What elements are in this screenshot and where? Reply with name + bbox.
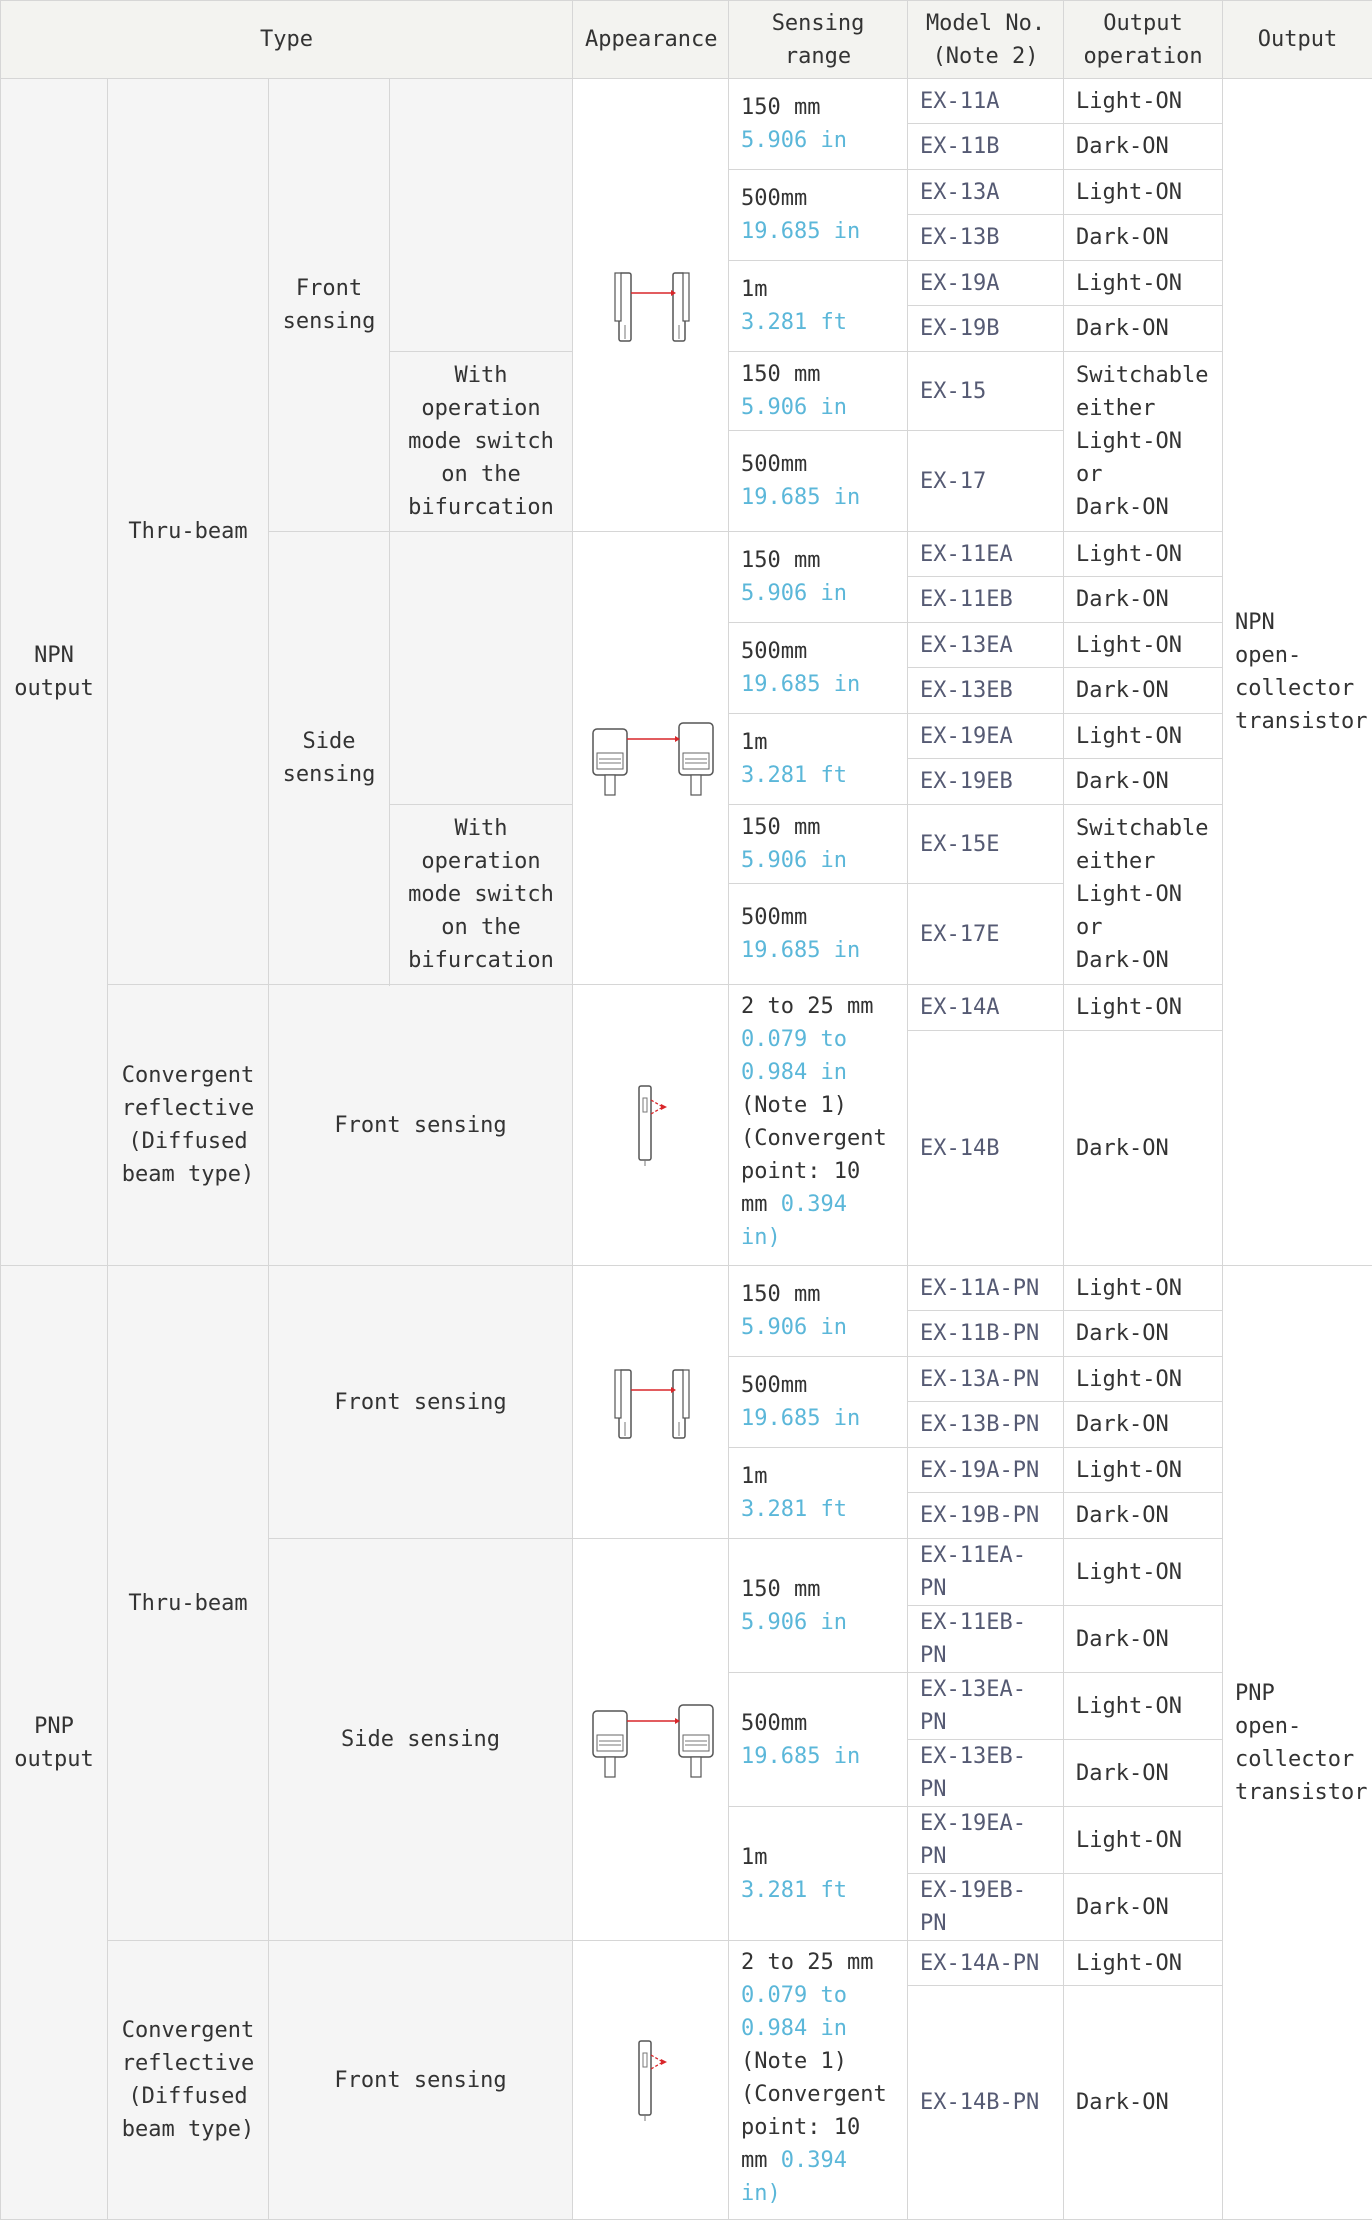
- operation-cell: Light-ON: [1064, 170, 1223, 215]
- operation-cell: Dark-ON: [1064, 1606, 1223, 1673]
- npn-convergent-front-sensing: Front sensing: [269, 985, 573, 1266]
- empty-subtype-cell: [390, 79, 573, 352]
- model-cell: EX-11EA-PN: [908, 1539, 1064, 1606]
- pnp-side-sensing-label: Side sensing: [269, 1539, 573, 1941]
- range-cell: 150 mm 5.906 in: [729, 805, 908, 884]
- model-cell: EX-13B-PN: [908, 1402, 1064, 1448]
- model-cell: EX-11EB-PN: [908, 1606, 1064, 1673]
- range-cell: 150 mm 5.906 in: [729, 1539, 908, 1673]
- model-cell: EX-19EB-PN: [908, 1874, 1064, 1941]
- switch-note-cell: With operation mode switch on the bifurcation: [390, 805, 573, 985]
- table-row: [1, 79, 1372, 124]
- operation-cell: Light-ON: [1064, 1941, 1223, 1986]
- model-cell: EX-11EA: [908, 532, 1064, 577]
- range-cell: 500mm 19.685 in: [729, 431, 908, 532]
- model-cell: EX-11A: [908, 79, 1064, 124]
- model-cell: EX-15E: [908, 805, 1064, 884]
- operation-cell: Dark-ON: [1064, 1402, 1223, 1448]
- operation-cell: Switchable either Light-ON or Dark-ON: [1064, 352, 1223, 532]
- operation-cell: Dark-ON: [1064, 1874, 1223, 1941]
- pnp-front-sensing-label: Front sensing: [269, 1266, 573, 1539]
- model-no-header: Model No. (Note 2): [908, 1, 1064, 79]
- range-cell: 150 mm 5.906 in: [729, 79, 908, 170]
- thru-beam-front-sensor-icon: [601, 1362, 701, 1442]
- model-cell: EX-13EA: [908, 623, 1064, 668]
- operation-cell: Dark-ON: [1064, 577, 1223, 623]
- operation-cell: Light-ON: [1064, 79, 1223, 124]
- range-cell: 500mm 19.685 in: [729, 884, 908, 985]
- model-cell: EX-19B-PN: [908, 1493, 1064, 1539]
- operation-cell: Light-ON: [1064, 1266, 1223, 1311]
- model-cell: EX-13EA-PN: [908, 1673, 1064, 1740]
- model-cell: EX-17: [908, 431, 1064, 532]
- range-cell: 150 mm 5.906 in: [729, 1266, 908, 1357]
- pnp-convergent-front-sensing: Front sensing: [269, 1941, 573, 2220]
- model-cell: EX-14A-PN: [908, 1941, 1064, 1986]
- range-cell: 1m 3.281 ft: [729, 1448, 908, 1539]
- thru-beam-side-appearance: [573, 532, 729, 985]
- operation-cell: Light-ON: [1064, 1807, 1223, 1874]
- operation-cell: Switchable either Light-ON or Dark-ON: [1064, 805, 1223, 985]
- model-cell: EX-13EB-PN: [908, 1740, 1064, 1807]
- pnp-output-type: PNP open- collector transistor: [1223, 1266, 1372, 2220]
- pnp-output-label: PNP output: [1, 1266, 108, 2220]
- operation-cell: Dark-ON: [1064, 306, 1223, 352]
- model-cell: EX-19A: [908, 261, 1064, 306]
- model-cell: EX-15: [908, 352, 1064, 431]
- model-cell: EX-19B: [908, 306, 1064, 352]
- thru-beam-front-appearance: [573, 79, 729, 532]
- model-cell: EX-11A-PN: [908, 1266, 1064, 1311]
- convergent-appearance: [573, 1941, 729, 2220]
- type-header: Type: [1, 1, 573, 79]
- range-cell: 1m 3.281 ft: [729, 714, 908, 805]
- model-cell: EX-14B-PN: [908, 1986, 1064, 2220]
- operation-cell: Light-ON: [1064, 1673, 1223, 1740]
- table-row: [1, 985, 1372, 1031]
- model-cell: EX-13EB: [908, 668, 1064, 714]
- operation-cell: Dark-ON: [1064, 1986, 1223, 2220]
- range-cell-convergent: 2 to 25 mm 0.079 to 0.984 in (Note 1) (Convergent point: 10 mm 0.394 in): [729, 1941, 908, 2220]
- output-header: Output: [1223, 1, 1372, 79]
- thru-beam-side-sensor-icon: [585, 1695, 721, 1785]
- convergent-reflective-sensor-icon: [621, 1080, 681, 1170]
- model-cell: EX-13A-PN: [908, 1357, 1064, 1402]
- thru-beam-side-sensor-icon: [585, 713, 721, 803]
- range-cell: 500mm 19.685 in: [729, 623, 908, 714]
- range-cell: 500mm 19.685 in: [729, 1673, 908, 1807]
- operation-cell: Light-ON: [1064, 1539, 1223, 1606]
- operation-cell: Dark-ON: [1064, 1311, 1223, 1357]
- npn-side-sensing-label: Side sensing: [269, 532, 390, 985]
- operation-cell: Dark-ON: [1064, 215, 1223, 261]
- range-cell: 1m 3.281 ft: [729, 1807, 908, 1941]
- range-cell-convergent: 2 to 25 mm 0.079 to 0.984 in (Note 1) (Convergent point: 10 mm 0.394 in): [729, 985, 908, 1266]
- output-operation-header: Output operation: [1064, 1, 1223, 79]
- operation-cell: Light-ON: [1064, 532, 1223, 577]
- operation-cell: Light-ON: [1064, 714, 1223, 759]
- npn-output-label: NPN output: [1, 79, 108, 1266]
- operation-cell: Dark-ON: [1064, 668, 1223, 714]
- pnp-thru-beam-label: Thru-beam: [108, 1266, 269, 1941]
- model-cell: EX-11EB: [908, 577, 1064, 623]
- convergent-appearance: [573, 985, 729, 1266]
- header-row: [1, 1, 1372, 79]
- range-cell: 1m 3.281 ft: [729, 261, 908, 352]
- operation-cell: Dark-ON: [1064, 124, 1223, 170]
- npn-output-type: NPN open- collector transistor: [1223, 79, 1372, 1266]
- model-cell: EX-14B: [908, 1031, 1064, 1266]
- operation-cell: Light-ON: [1064, 985, 1223, 1031]
- operation-cell: Light-ON: [1064, 261, 1223, 306]
- model-cell: EX-19EB: [908, 759, 1064, 805]
- operation-cell: Light-ON: [1064, 623, 1223, 668]
- model-cell: EX-11B: [908, 124, 1064, 170]
- convergent-reflective-sensor-icon: [621, 2035, 681, 2125]
- model-cell: EX-17E: [908, 884, 1064, 985]
- switch-note-cell: With operation mode switch on the bifurcation: [390, 352, 573, 532]
- thru-beam-front-sensor-icon: [601, 265, 701, 345]
- pnp-convergent-label: Convergent reflective (Diffused beam type): [108, 1941, 269, 2220]
- range-cell: 150 mm 5.906 in: [729, 532, 908, 623]
- operation-cell: Dark-ON: [1064, 1493, 1223, 1539]
- thru-beam-side-appearance: [573, 1539, 729, 1941]
- npn-convergent-label: Convergent reflective (Diffused beam type): [108, 985, 269, 1266]
- model-cell: EX-14A: [908, 985, 1064, 1031]
- model-cell: EX-19EA: [908, 714, 1064, 759]
- range-cell: 500mm 19.685 in: [729, 1357, 908, 1448]
- table-row: [1, 1941, 1372, 1986]
- thru-beam-front-appearance: [573, 1266, 729, 1539]
- model-cell: EX-13B: [908, 215, 1064, 261]
- operation-cell: Dark-ON: [1064, 1740, 1223, 1807]
- table-row: [1, 1266, 1372, 1311]
- appearance-header: Appearance: [573, 1, 729, 79]
- model-cell: EX-19A-PN: [908, 1448, 1064, 1493]
- sensing-range-header: Sensing range: [729, 1, 908, 79]
- model-cell: EX-19EA-PN: [908, 1807, 1064, 1874]
- npn-front-sensing-label: Front sensing: [269, 79, 390, 532]
- operation-cell: Dark-ON: [1064, 759, 1223, 805]
- empty-subtype-cell: [390, 532, 573, 805]
- range-cell: 150 mm 5.906 in: [729, 352, 908, 431]
- model-cell: EX-11B-PN: [908, 1311, 1064, 1357]
- operation-cell: Light-ON: [1064, 1357, 1223, 1402]
- operation-cell: Light-ON: [1064, 1448, 1223, 1493]
- range-cell: 500mm 19.685 in: [729, 170, 908, 261]
- npn-thru-beam-label: Thru-beam: [108, 79, 269, 985]
- operation-cell: Dark-ON: [1064, 1031, 1223, 1266]
- model-cell: EX-13A: [908, 170, 1064, 215]
